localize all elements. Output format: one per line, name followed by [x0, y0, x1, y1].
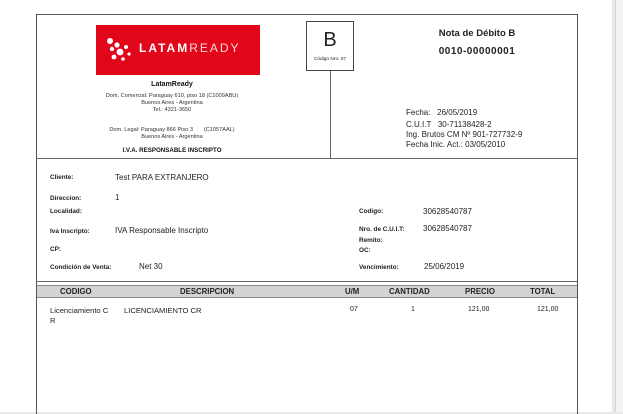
document-number: 0010-00000001	[438, 46, 516, 57]
col-um: U/M	[345, 287, 360, 296]
logo-wordmark: LATAMREADY	[139, 41, 241, 55]
items-table-header	[37, 285, 577, 298]
row-codigo: Licenciamiento CR	[50, 306, 109, 325]
direccion-label: Direccion:	[50, 195, 82, 202]
issue-date: Fecha: 26/05/2019	[406, 108, 478, 117]
iva-value: IVA Responsable Inscripto	[115, 226, 209, 235]
cliente-value: Test PARA EXTRANJERO	[115, 173, 209, 182]
issuer-cuit: C.U.I.T 30-71138428-2	[406, 120, 492, 129]
condicion-label: Condición de Venta:	[50, 264, 112, 271]
row-total: 121,00	[537, 306, 559, 313]
codigo-value: 30628540787	[423, 207, 472, 216]
document-type-box	[306, 21, 354, 71]
col-codigo: CODIGO	[60, 287, 92, 296]
oc-label: OC:	[359, 247, 371, 254]
legal-city: Buenos Aires - Argentina	[141, 134, 203, 140]
col-total: TOTAL	[530, 287, 556, 296]
direccion-value: 1	[115, 193, 120, 202]
commercial-city: Buenos Aires - Argentina	[141, 100, 203, 106]
row-precio: 121,00	[468, 306, 490, 313]
section-divider	[37, 281, 577, 282]
iva-label: Iva Inscripto:	[50, 228, 90, 235]
localidad-label: Localidad:	[50, 208, 82, 215]
legal-address: Dom. Legal: Paraguay 866 Piso 3 (C1057AAL)	[109, 127, 235, 133]
vencimiento-value: 25/06/2019	[424, 262, 465, 271]
company-logo	[96, 25, 260, 75]
vertical-scrollbar[interactable]	[615, 0, 623, 412]
header-divider	[330, 71, 331, 158]
commercial-address: Dom. Comercial: Paraguay 610, piso 18 (C1009ABU)	[105, 93, 239, 99]
gross-income-number: Ing. Brutos CM Nº 901-727732-9	[406, 130, 523, 139]
invoice-sheet	[36, 14, 578, 414]
company-phone: Tel.: 4321-3650	[152, 107, 192, 113]
cliente-label: Cliente:	[50, 174, 74, 181]
vencimiento-label: Vencimiento:	[359, 264, 399, 271]
nro-cuit-value: 30628540787	[423, 224, 472, 233]
section-divider	[37, 158, 577, 159]
cp-label: CP:	[50, 246, 62, 253]
document-type-letter: B	[323, 29, 337, 51]
row-um: 07	[350, 306, 358, 313]
col-cantidad: CANTIDAD	[389, 287, 430, 296]
row-cantidad: 1	[411, 306, 415, 313]
document-type-code: Código Nro. 07	[313, 57, 347, 62]
remito-label: Remito:	[359, 237, 383, 244]
company-iva-status: I.V.A. RESPONSABLE INSCRIPTO	[122, 147, 222, 154]
activity-start-date: Fecha Inic. Act.: 03/05/2010	[406, 140, 506, 149]
logo-dots-icon	[106, 36, 134, 64]
company-name: LatamReady	[151, 81, 193, 88]
col-descripcion: DESCRIPCION	[180, 287, 235, 296]
nro-cuit-label: Nro. de C.U.I.T:	[359, 226, 405, 233]
document-title: Nota de Débito B	[438, 28, 516, 39]
codigo-label: Codigo:	[359, 208, 384, 215]
row-descripcion: LICENCIAMIENTO CR	[124, 306, 202, 315]
condicion-value: Net 30	[139, 262, 163, 271]
col-precio: PRECIO	[465, 287, 495, 296]
